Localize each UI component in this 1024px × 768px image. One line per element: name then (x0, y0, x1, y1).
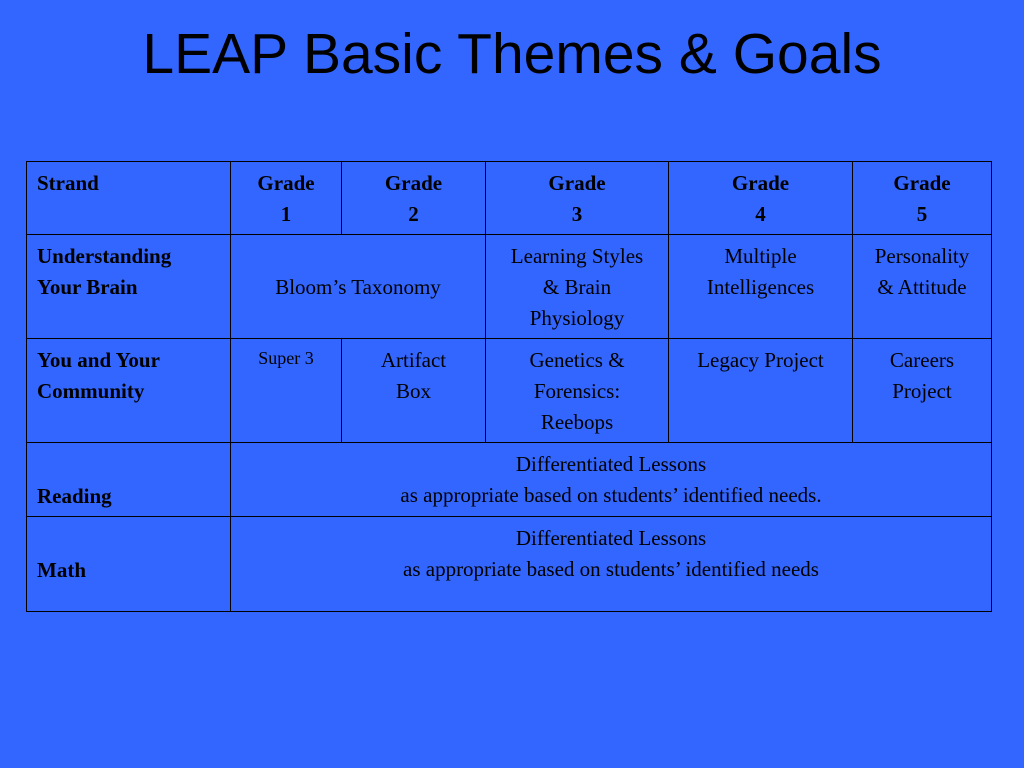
header-grade-2-number: 2 (408, 202, 419, 226)
header-grade-5 (853, 162, 992, 235)
cell-reading-lessons (231, 443, 992, 517)
cell-line: Physiology (529, 306, 625, 330)
header-grade-1-number: 1 (280, 202, 292, 226)
strand-label-line: Understanding (37, 244, 172, 268)
cell-line: Genetics & (529, 348, 625, 372)
table-header-row (27, 162, 992, 235)
table-row-you-and-community (27, 339, 992, 443)
cell-line: Project (892, 379, 952, 403)
strand-math: Math (27, 517, 231, 612)
cell-line: Intelligences (706, 275, 815, 299)
header-grade-3-word: Grade (548, 171, 606, 195)
cell-line: Box (395, 379, 431, 403)
cell-line: & Attitude (877, 275, 967, 299)
strand-you-and-community (27, 339, 231, 443)
cell-artifact-box (342, 339, 486, 443)
cell-line: Careers (889, 348, 955, 372)
cell-legacy-project: Legacy Project (669, 339, 853, 443)
cell-line: Personality (874, 244, 970, 268)
cell-line: Reebops (540, 410, 614, 434)
table-row-math (27, 517, 992, 612)
header-strand: Strand (27, 162, 231, 235)
header-grade-4-word: Grade (731, 171, 790, 195)
strand-understanding-brain (27, 235, 231, 339)
header-grade-5-number: 5 (916, 202, 928, 226)
slide-title: LEAP Basic Themes & Goals (142, 22, 882, 86)
header-grade-1-word: Grade (257, 171, 315, 195)
header-grade-3 (486, 162, 669, 235)
cell-super-3: Super 3 (231, 339, 342, 443)
table-row-reading (27, 443, 992, 517)
header-grade-3-number: 3 (571, 202, 583, 226)
strand-label-line: Community (37, 379, 145, 403)
cell-careers-project (853, 339, 992, 443)
header-grade-4-number: 4 (755, 202, 766, 226)
themes-goals-table (26, 161, 992, 612)
header-grade-2 (342, 162, 486, 235)
cell-line: Multiple (724, 244, 797, 268)
strand-label-line: You and Your (37, 348, 160, 372)
header-grade-4 (669, 162, 853, 235)
cell-line: Forensics: (533, 379, 621, 403)
cell-math-lessons (231, 517, 992, 612)
header-grade-5-word: Grade (893, 171, 951, 195)
cell-line: as appropriate based on students’ identified needs (403, 557, 819, 581)
cell-personality-attitude (853, 235, 992, 339)
table-row-understanding-brain (27, 235, 992, 339)
header-grade-2-word: Grade (384, 171, 443, 195)
cell-line: Artifact (380, 348, 447, 372)
header-grade-1 (231, 162, 342, 235)
cell-line: Differentiated Lessons (515, 526, 707, 550)
cell-blooms-taxonomy: Bloom’s Taxonomy (231, 235, 486, 339)
cell-multiple-intelligences (669, 235, 853, 339)
cell-line: as appropriate based on students’ identified needs. (400, 483, 822, 507)
strand-reading: Reading (27, 443, 231, 517)
cell-line: Learning Styles (510, 244, 644, 268)
cell-line: & Brain (542, 275, 612, 299)
cell-line: Differentiated Lessons (515, 452, 707, 476)
cell-learning-styles (486, 235, 669, 339)
strand-label-line: Your Brain (37, 275, 138, 299)
cell-genetics-forensics (486, 339, 669, 443)
